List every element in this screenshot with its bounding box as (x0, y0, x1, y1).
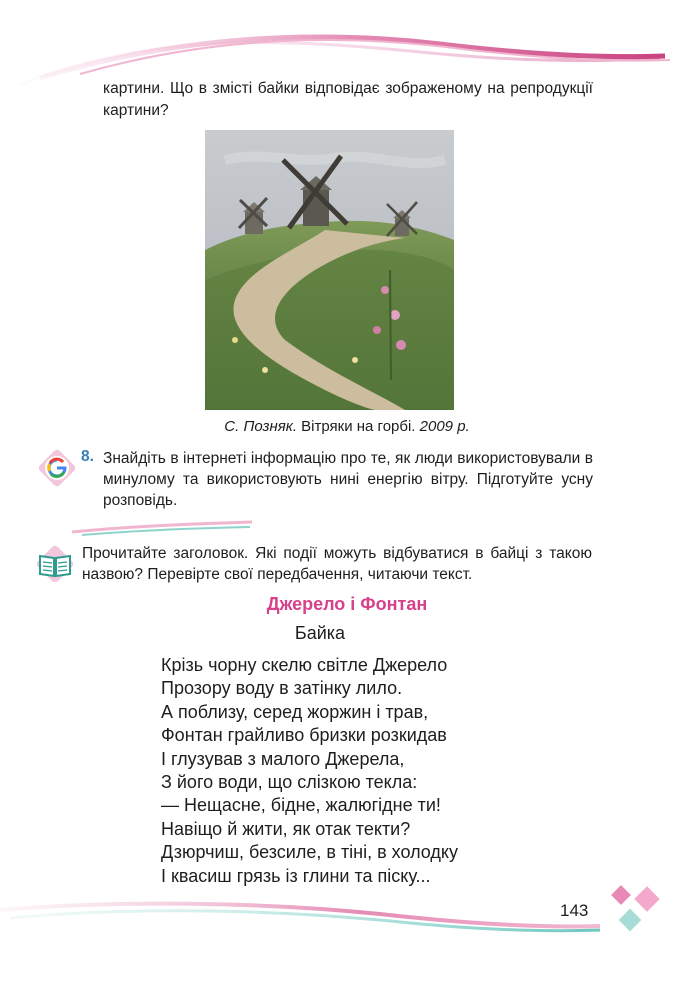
poem-line: Дзюрчиш, безсиле, в тіні, в холодку (161, 842, 458, 863)
page-number: 143 (560, 901, 589, 920)
poem-line: З його води, що слізкою текла: (161, 772, 418, 793)
task-number: 8. (81, 448, 94, 465)
painting-windmills (205, 130, 454, 410)
section-divider (72, 518, 252, 538)
poem-line: І квасиш грязь із глини та піску... (161, 865, 431, 886)
poem-line: — Нещасне, бідне, жалюгідне ти! (161, 795, 441, 816)
painting-caption (100, 418, 594, 435)
decorative-diamonds (604, 884, 668, 938)
intro-text: картини. Що в змісті байки відповідає зображеному на репродукції картини? (103, 80, 593, 119)
poem-line: Навіщо й жити, як отак текти? (161, 818, 411, 839)
poem-line: І глузував з малого Джерела, (161, 748, 405, 769)
caption-author: С. Позняк. (224, 418, 297, 435)
google-search-icon (36, 447, 78, 489)
caption-year: 2009 р. (419, 418, 470, 435)
poem-line: А поблизу, серед жоржин і трав, (161, 701, 429, 722)
poem-body (161, 654, 581, 888)
open-book-icon (35, 545, 75, 583)
poem-line: Крізь чорну скелю світле Джерело (161, 655, 448, 675)
reading-task-text: Прочитайте заголовок. Які події можуть відбуватися в байці з такою назвою? Перевірте свої передбачення, читаючи текст. (82, 545, 592, 583)
poem-subtitle: Байка (294, 623, 346, 643)
poem-line: Фонтан грайливо бризки розкидав (161, 725, 447, 746)
task-text: Знайдіть в інтернеті інформацію про те, як люди використовували в минулому та використовують нині енергію вітру. Підготуйте усну розповідь. (103, 450, 593, 509)
caption-title: Вітряки на горбі. (296, 418, 420, 435)
bottom-decorative-wave (0, 880, 695, 960)
poem-line: Прозору воду в затінку лило. (161, 678, 403, 699)
poem-title: Джерело і Фонтан (266, 594, 428, 614)
